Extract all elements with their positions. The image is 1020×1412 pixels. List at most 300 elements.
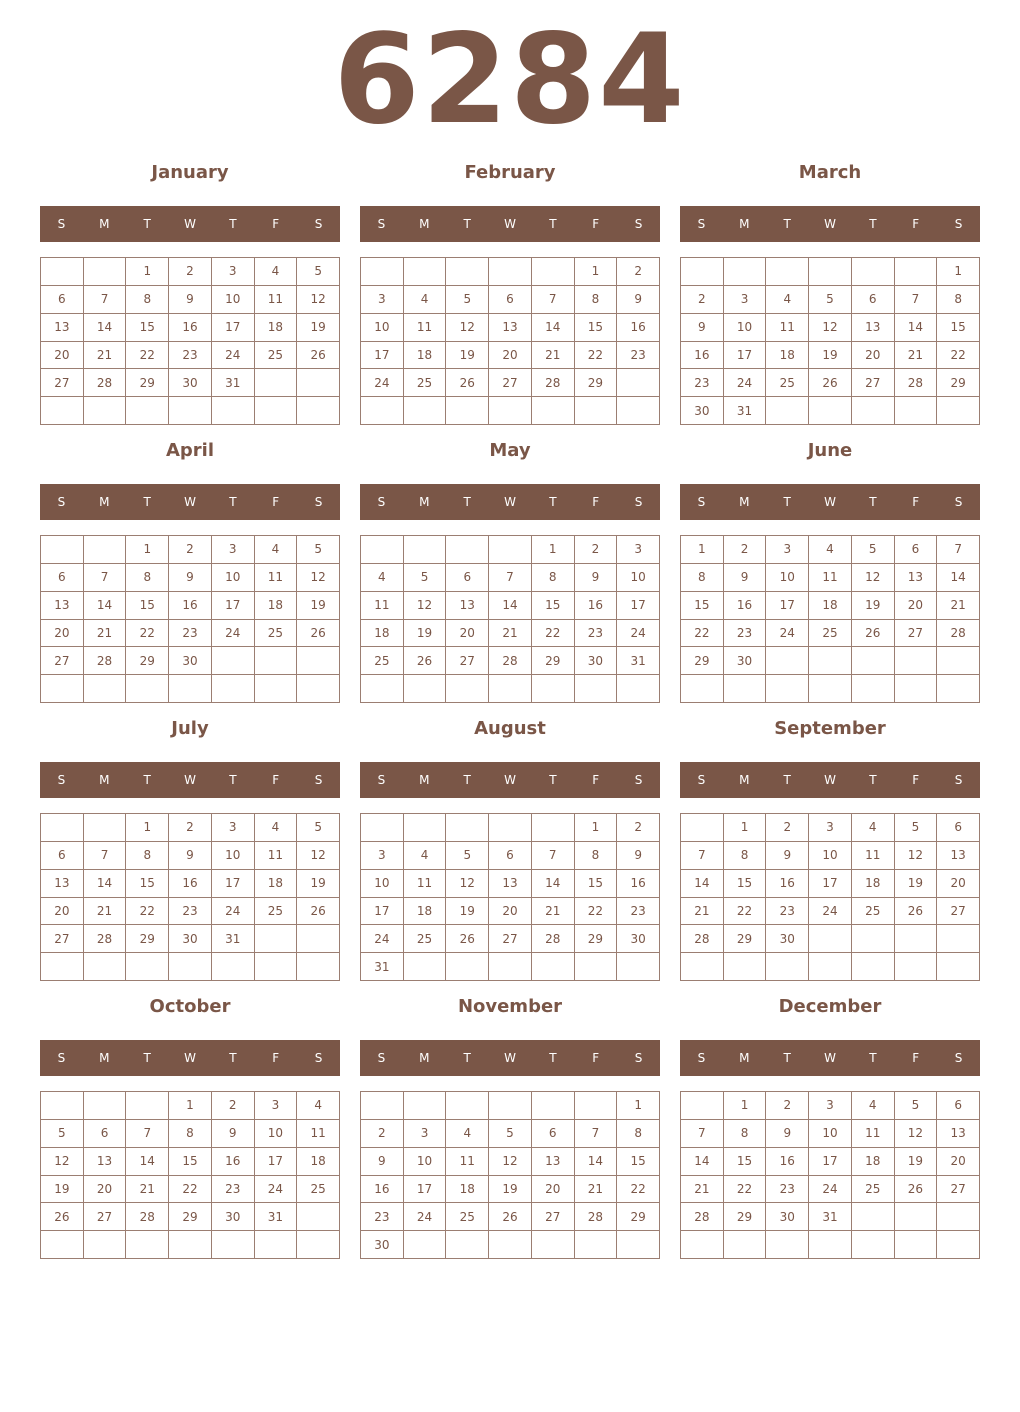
weekday-label: S	[57, 1051, 66, 1065]
month-name: August	[474, 718, 546, 739]
weekday-header	[360, 206, 660, 242]
day-cell: 10	[212, 286, 255, 314]
day-cell: 10	[809, 1120, 852, 1148]
day-cell: 9	[169, 842, 212, 870]
weekday-label: T	[143, 495, 151, 509]
day-cell: 18	[852, 1148, 895, 1176]
day-cell	[212, 1231, 255, 1259]
day-cell	[895, 675, 938, 703]
day-cell: 29	[937, 369, 980, 397]
day-cell: 6	[446, 564, 489, 592]
day-cell	[489, 258, 532, 286]
day-cell: 10	[404, 1148, 447, 1176]
day-cell	[297, 397, 340, 425]
day-cell: 4	[255, 536, 298, 564]
day-cell: 2	[169, 814, 212, 842]
day-cell: 4	[446, 1120, 489, 1148]
day-cell: 30	[169, 369, 212, 397]
day-cell	[895, 397, 938, 425]
day-cell: 23	[766, 898, 809, 926]
day-cell: 25	[255, 898, 298, 926]
day-grid	[40, 535, 340, 703]
day-cell: 22	[724, 898, 767, 926]
day-grid	[680, 535, 980, 703]
day-cell: 26	[297, 898, 340, 926]
day-cell: 30	[212, 1203, 255, 1231]
day-cell: 18	[255, 870, 298, 898]
day-cell: 25	[297, 1176, 340, 1204]
day-cell	[41, 536, 84, 564]
day-cell	[41, 397, 84, 425]
weekday-label: M	[419, 217, 430, 231]
day-cell	[404, 1092, 447, 1120]
day-cell: 16	[361, 1176, 404, 1204]
day-cell: 20	[489, 898, 532, 926]
day-cell: 1	[532, 536, 575, 564]
weekday-label: T	[783, 1051, 791, 1065]
day-cell	[532, 953, 575, 981]
day-cell: 6	[895, 536, 938, 564]
day-cell: 9	[361, 1148, 404, 1176]
day-cell: 25	[255, 342, 298, 370]
day-cell	[41, 1231, 84, 1259]
day-cell	[766, 397, 809, 425]
day-cell	[255, 925, 298, 953]
day-cell: 8	[575, 286, 618, 314]
day-cell: 24	[255, 1176, 298, 1204]
day-cell: 29	[575, 925, 618, 953]
day-cell: 13	[489, 314, 532, 342]
day-cell: 6	[937, 814, 980, 842]
day-cell: 24	[361, 925, 404, 953]
day-cell	[809, 647, 852, 675]
weekday-label: S	[697, 1051, 706, 1065]
day-cell	[852, 953, 895, 981]
day-cell: 13	[41, 870, 84, 898]
day-cell: 8	[126, 286, 169, 314]
day-cell: 19	[404, 620, 447, 648]
day-cell: 4	[255, 258, 298, 286]
weekday-label: S	[377, 217, 386, 231]
day-cell	[681, 675, 724, 703]
day-cell: 1	[126, 258, 169, 286]
day-cell: 27	[937, 898, 980, 926]
day-cell: 29	[617, 1203, 660, 1231]
day-cell: 30	[766, 1203, 809, 1231]
weekday-label: S	[377, 495, 386, 509]
day-grid	[680, 1091, 980, 1259]
day-cell: 14	[681, 1148, 724, 1176]
day-cell: 2	[617, 814, 660, 842]
day-cell: 18	[852, 870, 895, 898]
day-cell: 13	[937, 1120, 980, 1148]
day-cell	[169, 1231, 212, 1259]
day-cell	[404, 1231, 447, 1259]
day-cell	[169, 397, 212, 425]
day-cell: 7	[84, 842, 127, 870]
day-cell: 1	[937, 258, 980, 286]
day-cell: 8	[724, 842, 767, 870]
day-cell: 12	[852, 564, 895, 592]
month-name: January	[151, 162, 229, 183]
day-cell: 13	[489, 870, 532, 898]
day-cell: 1	[724, 814, 767, 842]
day-cell: 14	[489, 592, 532, 620]
month-name: February	[464, 162, 556, 183]
day-cell: 6	[41, 286, 84, 314]
day-cell: 7	[126, 1120, 169, 1148]
day-cell: 3	[404, 1120, 447, 1148]
day-cell: 18	[297, 1148, 340, 1176]
day-cell: 9	[169, 564, 212, 592]
day-cell: 1	[169, 1092, 212, 1120]
day-cell: 29	[126, 647, 169, 675]
day-cell	[297, 953, 340, 981]
day-cell	[446, 1231, 489, 1259]
day-cell	[852, 647, 895, 675]
day-cell: 2	[575, 536, 618, 564]
day-cell	[937, 925, 980, 953]
day-cell: 24	[724, 369, 767, 397]
day-cell: 3	[212, 258, 255, 286]
day-cell: 28	[84, 647, 127, 675]
day-cell: 14	[575, 1148, 618, 1176]
day-cell: 19	[446, 342, 489, 370]
day-cell: 29	[724, 1203, 767, 1231]
day-cell: 22	[937, 342, 980, 370]
day-cell: 10	[809, 842, 852, 870]
day-cell: 3	[617, 536, 660, 564]
weekday-label: S	[314, 495, 323, 509]
day-cell	[84, 953, 127, 981]
day-cell	[126, 1231, 169, 1259]
day-cell: 19	[895, 870, 938, 898]
weekday-label: F	[912, 773, 920, 787]
day-cell	[937, 1231, 980, 1259]
day-cell: 26	[895, 1176, 938, 1204]
day-cell: 28	[84, 925, 127, 953]
month-name: May	[489, 440, 531, 461]
day-cell	[446, 675, 489, 703]
day-cell: 27	[937, 1176, 980, 1204]
day-cell: 6	[532, 1120, 575, 1148]
day-cell: 24	[212, 620, 255, 648]
day-cell: 4	[766, 286, 809, 314]
day-cell: 13	[852, 314, 895, 342]
weekday-label: T	[869, 217, 877, 231]
day-cell: 7	[681, 1120, 724, 1148]
day-cell: 31	[617, 647, 660, 675]
day-cell: 2	[361, 1120, 404, 1148]
day-cell: 20	[41, 342, 84, 370]
day-cell	[446, 1092, 489, 1120]
day-cell: 21	[681, 1176, 724, 1204]
day-cell: 27	[532, 1203, 575, 1231]
weekday-label: W	[824, 1051, 836, 1065]
weekday-label: W	[504, 217, 516, 231]
day-cell: 3	[809, 814, 852, 842]
day-cell: 15	[575, 870, 618, 898]
day-cell	[404, 536, 447, 564]
day-cell	[361, 675, 404, 703]
day-cell: 11	[446, 1148, 489, 1176]
weekday-label: F	[272, 495, 280, 509]
day-cell: 29	[126, 925, 169, 953]
day-cell: 8	[126, 564, 169, 592]
day-cell: 10	[212, 842, 255, 870]
day-cell	[489, 953, 532, 981]
weekday-label: T	[463, 1051, 471, 1065]
day-cell: 5	[446, 286, 489, 314]
day-cell	[297, 1231, 340, 1259]
weekday-label: M	[739, 495, 750, 509]
day-cell: 8	[126, 842, 169, 870]
day-cell: 21	[681, 898, 724, 926]
day-cell: 22	[126, 342, 169, 370]
day-cell	[255, 647, 298, 675]
day-cell: 17	[809, 1148, 852, 1176]
weekday-label: W	[824, 773, 836, 787]
day-cell	[766, 647, 809, 675]
weekday-header	[40, 206, 340, 242]
day-cell	[255, 1231, 298, 1259]
day-cell: 9	[617, 842, 660, 870]
day-cell	[617, 953, 660, 981]
day-cell	[126, 397, 169, 425]
day-cell	[766, 1231, 809, 1259]
day-cell	[212, 953, 255, 981]
weekday-label: T	[549, 495, 557, 509]
day-cell: 23	[724, 620, 767, 648]
day-cell	[852, 1203, 895, 1231]
weekday-label: S	[697, 773, 706, 787]
day-cell	[766, 675, 809, 703]
weekday-label: T	[229, 495, 237, 509]
day-cell: 5	[297, 814, 340, 842]
weekday-label: S	[697, 495, 706, 509]
weekday-label: T	[229, 217, 237, 231]
day-cell	[255, 397, 298, 425]
day-cell	[852, 675, 895, 703]
day-cell	[852, 925, 895, 953]
day-cell	[489, 1231, 532, 1259]
day-cell: 13	[41, 592, 84, 620]
day-cell: 21	[937, 592, 980, 620]
day-cell: 15	[724, 1148, 767, 1176]
day-cell	[361, 1092, 404, 1120]
day-cell: 4	[361, 564, 404, 592]
day-cell	[361, 536, 404, 564]
day-cell: 20	[532, 1176, 575, 1204]
day-cell: 24	[361, 369, 404, 397]
weekday-label: S	[697, 217, 706, 231]
day-cell: 1	[575, 814, 618, 842]
day-cell: 11	[852, 1120, 895, 1148]
day-cell: 17	[361, 898, 404, 926]
day-cell: 15	[126, 314, 169, 342]
day-cell	[575, 1092, 618, 1120]
day-cell: 28	[937, 620, 980, 648]
day-cell: 9	[766, 1120, 809, 1148]
weekday-label: S	[314, 217, 323, 231]
day-cell: 31	[361, 953, 404, 981]
day-cell: 10	[361, 314, 404, 342]
day-cell	[489, 814, 532, 842]
day-grid	[40, 1091, 340, 1259]
day-cell	[895, 1203, 938, 1231]
day-cell	[404, 675, 447, 703]
day-cell	[809, 258, 852, 286]
day-cell	[575, 953, 618, 981]
day-cell: 28	[895, 369, 938, 397]
month-name: March	[798, 162, 862, 183]
day-cell: 9	[169, 286, 212, 314]
day-cell	[84, 675, 127, 703]
weekday-label: S	[954, 1051, 963, 1065]
day-grid	[680, 813, 980, 981]
weekday-label: T	[463, 495, 471, 509]
day-cell	[446, 536, 489, 564]
day-cell: 16	[766, 1148, 809, 1176]
day-cell: 8	[575, 842, 618, 870]
weekday-header	[680, 1040, 980, 1076]
day-cell: 19	[41, 1176, 84, 1204]
day-cell: 11	[404, 870, 447, 898]
day-cell: 15	[617, 1148, 660, 1176]
day-grid	[360, 257, 660, 425]
day-cell: 24	[617, 620, 660, 648]
day-cell: 7	[84, 286, 127, 314]
day-cell	[937, 953, 980, 981]
day-cell: 6	[489, 842, 532, 870]
weekday-label: M	[739, 217, 750, 231]
weekday-label: W	[184, 217, 196, 231]
weekday-label: M	[99, 1051, 110, 1065]
weekday-label: W	[824, 495, 836, 509]
day-cell: 18	[446, 1176, 489, 1204]
day-cell: 14	[84, 592, 127, 620]
day-cell: 21	[84, 898, 127, 926]
day-cell: 17	[766, 592, 809, 620]
day-cell: 8	[681, 564, 724, 592]
day-cell	[852, 258, 895, 286]
day-cell: 16	[617, 314, 660, 342]
day-cell: 9	[212, 1120, 255, 1148]
day-cell	[297, 1203, 340, 1231]
day-cell	[724, 1231, 767, 1259]
day-cell: 20	[895, 592, 938, 620]
day-cell: 28	[681, 925, 724, 953]
day-cell	[895, 1231, 938, 1259]
day-cell: 20	[446, 620, 489, 648]
day-cell: 13	[446, 592, 489, 620]
day-grid	[680, 257, 980, 425]
day-cell: 23	[212, 1176, 255, 1204]
day-cell	[41, 1092, 84, 1120]
day-cell	[361, 814, 404, 842]
day-cell: 10	[766, 564, 809, 592]
day-cell: 12	[446, 314, 489, 342]
weekday-label: F	[912, 1051, 920, 1065]
day-cell	[681, 953, 724, 981]
day-cell	[255, 369, 298, 397]
day-cell: 15	[575, 314, 618, 342]
day-cell: 3	[212, 814, 255, 842]
day-cell: 31	[255, 1203, 298, 1231]
day-cell	[84, 536, 127, 564]
day-cell	[532, 1092, 575, 1120]
day-cell: 3	[255, 1092, 298, 1120]
day-cell: 19	[809, 342, 852, 370]
weekday-label: F	[592, 217, 600, 231]
day-cell: 14	[126, 1148, 169, 1176]
day-cell: 5	[895, 814, 938, 842]
day-cell: 21	[489, 620, 532, 648]
weekday-label: W	[824, 217, 836, 231]
day-cell: 25	[361, 647, 404, 675]
day-cell: 17	[404, 1176, 447, 1204]
day-cell: 29	[681, 647, 724, 675]
day-cell: 26	[297, 342, 340, 370]
day-cell: 4	[404, 842, 447, 870]
day-cell: 8	[937, 286, 980, 314]
day-cell	[84, 258, 127, 286]
day-cell: 2	[766, 1092, 809, 1120]
day-cell: 2	[169, 258, 212, 286]
day-cell: 10	[361, 870, 404, 898]
day-cell: 19	[895, 1148, 938, 1176]
weekday-label: W	[504, 495, 516, 509]
day-cell: 15	[169, 1148, 212, 1176]
weekday-label: T	[869, 1051, 877, 1065]
day-cell	[895, 925, 938, 953]
weekday-label: M	[99, 217, 110, 231]
day-cell: 13	[532, 1148, 575, 1176]
day-cell: 11	[297, 1120, 340, 1148]
day-cell: 13	[937, 842, 980, 870]
day-cell	[681, 814, 724, 842]
day-cell: 1	[724, 1092, 767, 1120]
day-cell: 11	[361, 592, 404, 620]
day-cell: 26	[41, 1203, 84, 1231]
day-cell: 27	[41, 369, 84, 397]
day-cell: 7	[575, 1120, 618, 1148]
day-cell: 22	[681, 620, 724, 648]
day-cell	[809, 953, 852, 981]
day-cell: 11	[255, 286, 298, 314]
weekday-label: M	[739, 1051, 750, 1065]
day-cell: 26	[852, 620, 895, 648]
day-cell: 14	[681, 870, 724, 898]
weekday-label: M	[419, 1051, 430, 1065]
day-cell: 12	[895, 842, 938, 870]
day-cell: 18	[766, 342, 809, 370]
day-cell: 7	[532, 286, 575, 314]
day-cell: 22	[126, 898, 169, 926]
day-cell	[724, 953, 767, 981]
day-cell: 6	[41, 564, 84, 592]
day-cell: 26	[297, 620, 340, 648]
day-cell: 19	[446, 898, 489, 926]
year-title: 6284	[333, 8, 687, 152]
day-cell	[617, 675, 660, 703]
day-cell: 11	[404, 314, 447, 342]
day-cell	[532, 675, 575, 703]
day-cell: 15	[532, 592, 575, 620]
weekday-label: W	[184, 1051, 196, 1065]
day-cell: 19	[489, 1176, 532, 1204]
weekday-label: F	[912, 495, 920, 509]
